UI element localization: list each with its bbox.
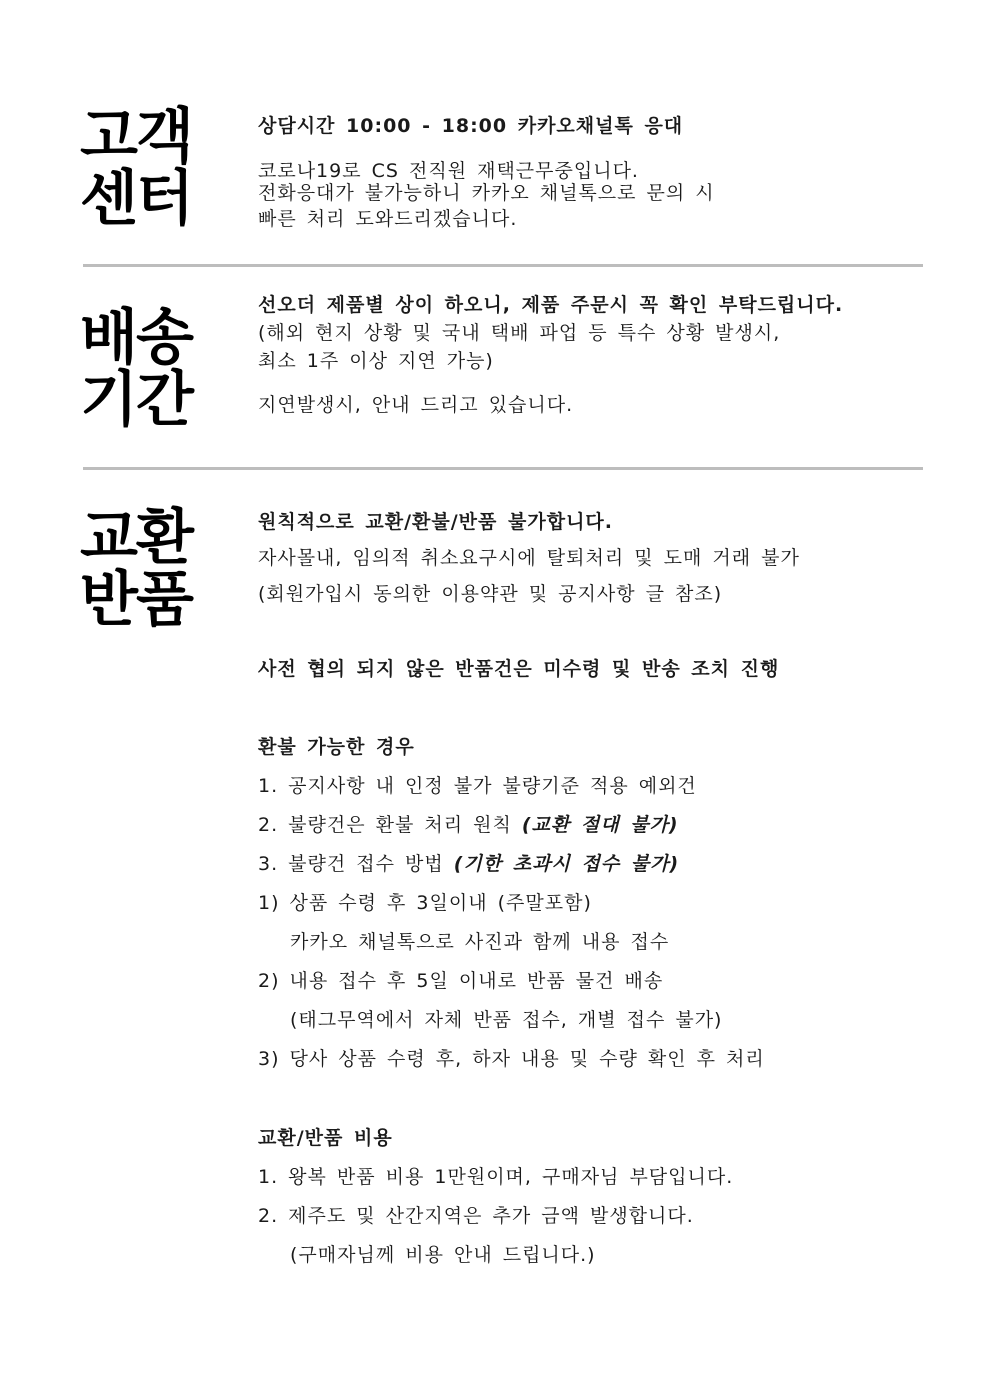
section-divider — [83, 264, 923, 267]
list-item: 3) 당사 상품 수령 후, 하자 내용 및 수량 확인 후 처리 — [258, 1048, 765, 1070]
notice-line: 최소 1주 이상 지연 가능) — [258, 350, 494, 372]
heading-line: 배송 — [80, 303, 192, 373]
list-item-text: 3. 불량건 접수 방법 — [258, 853, 454, 875]
list-item: 1) 상품 수령 후 3일이내 (주말포함) — [258, 892, 592, 914]
list-item: 카카오 채널톡으로 사진과 함께 내용 접수 — [290, 931, 670, 953]
notice-line: 전화응대가 불가능하니 카카오 채널톡으로 문의 시 — [258, 182, 715, 204]
list-item-text: 2. 불량건은 환불 처리 원칙 — [258, 814, 522, 836]
hours-line: 상담시간 10:00 - 18:00 카카오채널톡 응대 — [258, 115, 684, 137]
section-divider — [83, 467, 923, 470]
list-item: (구매자님께 비용 안내 드립니다.) — [290, 1244, 596, 1266]
list-item: 2. 제주도 및 산간지역은 추가 금액 발생합니다. — [258, 1205, 694, 1227]
emphasis-text: (기한 초과시 접수 불가) — [453, 853, 680, 875]
return-warning-line: 사전 협의 되지 않은 반품건은 미수령 및 반송 조치 진행 — [258, 658, 780, 680]
heading-line: 반품 — [80, 565, 192, 635]
list-item: 1. 왕복 반품 비용 1만원이며, 구매자님 부담입니다. — [258, 1166, 734, 1188]
notice-line: 지연발생시, 안내 드리고 있습니다. — [258, 394, 574, 416]
heading-line: 기간 — [80, 365, 192, 435]
list-item: (태그무역에서 자체 반품 접수, 개별 접수 불가) — [290, 1009, 723, 1031]
heading-line: 센터 — [80, 164, 192, 234]
list-item: 1. 공지사항 내 인정 불가 불량기준 적용 예외건 — [258, 775, 697, 797]
policy-line: 원칙적으로 교환/환불/반품 불가합니다. — [258, 511, 613, 533]
heading-line: 교환 — [80, 503, 192, 573]
cost-title: 교환/반품 비용 — [258, 1127, 393, 1149]
heading-line: 고객 — [80, 102, 192, 172]
preorder-line: 선오더 제품별 상이 하오니, 제품 주문시 꼭 확인 부탁드립니다. — [258, 294, 844, 316]
notice-line: (해외 현지 상황 및 국내 택배 파업 등 특수 상황 발생시, — [258, 322, 781, 344]
notice-line: 코로나19로 CS 전직원 재택근무중입니다. — [258, 160, 639, 182]
notice-line: (회원가입시 동의한 이용약관 및 공지사항 글 참조) — [258, 583, 723, 605]
notice-line: 자사몰내, 임의적 취소요구시에 탈퇴처리 및 도매 거래 불가 — [258, 547, 800, 569]
notice-line: 빠른 처리 도와드리겠습니다. — [258, 208, 518, 230]
list-item — [258, 806, 679, 845]
emphasis-text: (교환 절대 불가) — [521, 814, 679, 836]
customer-center-heading — [80, 102, 192, 234]
refund-cases-title: 환불 가능한 경우 — [258, 736, 415, 758]
delivery-period-heading — [80, 303, 192, 435]
exchange-return-heading — [80, 503, 192, 635]
list-item: 2) 내용 접수 후 5일 이내로 반품 물건 배송 — [258, 970, 664, 992]
list-item — [258, 845, 679, 884]
